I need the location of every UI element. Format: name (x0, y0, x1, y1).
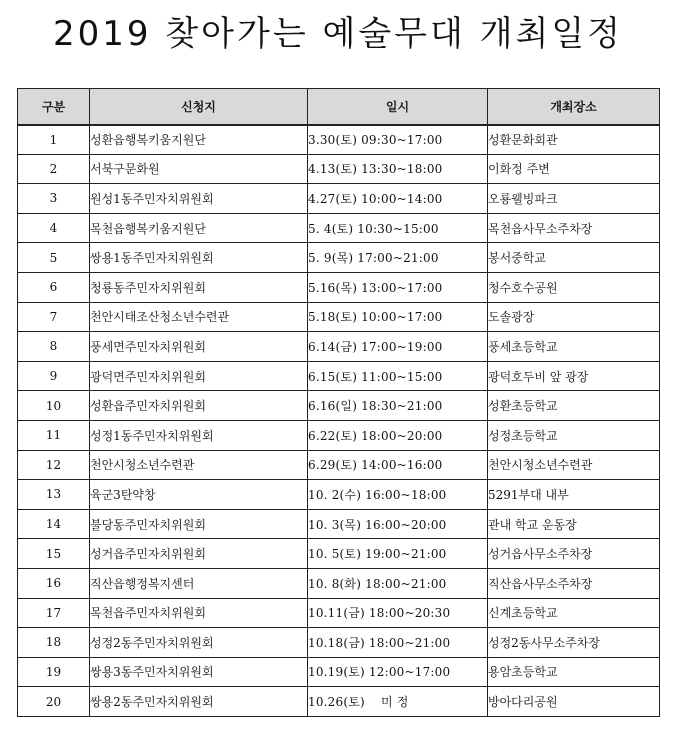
cell-applicant: 쌍용2동주민자치위원회 (90, 687, 308, 717)
cell-datetime: 10.19(토) 12:00~17:00 (308, 657, 488, 687)
cell-no: 5 (18, 243, 90, 273)
table-row (18, 568, 660, 598)
cell-venue: 직산읍사무소주차장 (488, 568, 660, 598)
cell-datetime: 6.16(일) 18:30~21:00 (308, 391, 488, 421)
cell-applicant: 서북구문화원 (90, 154, 308, 184)
cell-venue: 방아다리공원 (488, 687, 660, 717)
cell-applicant: 목천읍주민자치위원회 (90, 598, 308, 628)
cell-venue: 관내 학교 운동장 (488, 509, 660, 539)
cell-no: 19 (18, 657, 90, 687)
cell-no: 4 (18, 213, 90, 243)
cell-applicant: 육군3탄약창 (90, 480, 308, 510)
cell-venue: 성환문화회관 (488, 125, 660, 155)
cell-applicant: 풍세면주민자치위원회 (90, 332, 308, 362)
cell-venue: 봉서중학교 (488, 243, 660, 273)
cell-no: 13 (18, 480, 90, 510)
cell-venue: 성환초등학교 (488, 391, 660, 421)
cell-no: 1 (18, 125, 90, 155)
cell-datetime: 3.30(토) 09:30~17:00 (308, 125, 488, 155)
cell-venue: 천안시청소년수련관 (488, 450, 660, 480)
column-header-applicant: 신청지 (90, 89, 308, 125)
cell-datetime: 6.29(토) 14:00~16:00 (308, 450, 488, 480)
table-row (18, 657, 660, 687)
cell-applicant: 성거읍주민자치위원회 (90, 539, 308, 569)
cell-no: 14 (18, 509, 90, 539)
cell-venue: 청수호수공원 (488, 272, 660, 302)
cell-venue: 성정초등학교 (488, 420, 660, 450)
cell-applicant: 불당동주민자치위원회 (90, 509, 308, 539)
cell-datetime: 5. 4(토) 10:30~15:00 (308, 213, 488, 243)
cell-venue: 성정2동사무소주차장 (488, 628, 660, 658)
cell-no: 17 (18, 598, 90, 628)
table-row (18, 272, 660, 302)
table-row (18, 302, 660, 332)
cell-no: 18 (18, 628, 90, 658)
cell-no: 11 (18, 420, 90, 450)
cell-datetime: 5. 9(목) 17:00~21:00 (308, 243, 488, 273)
cell-applicant: 성환읍주민자치위원회 (90, 391, 308, 421)
column-header-datetime: 일시 (308, 89, 488, 125)
table-row (18, 213, 660, 243)
table-row (18, 154, 660, 184)
table-row (18, 450, 660, 480)
column-header-no: 구분 (18, 89, 90, 125)
cell-venue: 오룡웰빙파크 (488, 184, 660, 214)
cell-no: 7 (18, 302, 90, 332)
table-row (18, 243, 660, 273)
cell-venue: 성거읍사무소주차장 (488, 539, 660, 569)
cell-datetime: 10.18(금) 18:00~21:00 (308, 628, 488, 658)
table-row (18, 125, 660, 155)
table-row (18, 361, 660, 391)
cell-applicant: 원성1동주민자치위원회 (90, 184, 308, 214)
table-row (18, 628, 660, 658)
cell-no: 12 (18, 450, 90, 480)
cell-applicant: 쌍용3동주민자치위원회 (90, 657, 308, 687)
cell-no: 9 (18, 361, 90, 391)
cell-applicant: 천안시태조산청소년수련관 (90, 302, 308, 332)
cell-datetime: 4.13(토) 13:30~18:00 (308, 154, 488, 184)
table-row (18, 687, 660, 717)
table-header-row (18, 89, 660, 125)
cell-venue: 용암초등학교 (488, 657, 660, 687)
cell-datetime: 5.18(토) 10:00~17:00 (308, 302, 488, 332)
cell-no: 6 (18, 272, 90, 302)
table-row (18, 332, 660, 362)
cell-no: 3 (18, 184, 90, 214)
table-row (18, 391, 660, 421)
cell-applicant: 목천읍행복키움지원단 (90, 213, 308, 243)
cell-datetime: 10. 3(목) 16:00~20:00 (308, 509, 488, 539)
cell-venue: 이화정 주변 (488, 154, 660, 184)
cell-datetime: 10. 8(화) 18:00~21:00 (308, 568, 488, 598)
cell-no: 15 (18, 539, 90, 569)
table-row (18, 184, 660, 214)
cell-datetime: 6.15(토) 11:00~15:00 (308, 361, 488, 391)
cell-no: 16 (18, 568, 90, 598)
column-header-venue: 개최장소 (488, 89, 660, 125)
cell-applicant: 쌍용1동주민자치위원회 (90, 243, 308, 273)
cell-venue: 도솔광장 (488, 302, 660, 332)
cell-applicant: 성정1동주민자치위원회 (90, 420, 308, 450)
cell-applicant: 천안시청소년수련관 (90, 450, 308, 480)
table-row (18, 598, 660, 628)
cell-venue: 광덕호두비 앞 광장 (488, 361, 660, 391)
cell-applicant: 성정2동주민자치위원회 (90, 628, 308, 658)
cell-datetime: 10.11(금) 18:00~20:30 (308, 598, 488, 628)
cell-datetime: 10. 2(수) 16:00~18:00 (308, 480, 488, 510)
cell-venue: 목천읍사무소주차장 (488, 213, 660, 243)
cell-venue: 신계초등학교 (488, 598, 660, 628)
cell-datetime: 6.14(금) 17:00~19:00 (308, 332, 488, 362)
table-body (18, 125, 660, 717)
page-title: 2019 찾아가는 예술무대 개최일정 (52, 14, 624, 54)
cell-no: 2 (18, 154, 90, 184)
cell-applicant: 직산읍행정복지센터 (90, 568, 308, 598)
cell-applicant: 청룡동주민자치위원회 (90, 272, 308, 302)
cell-datetime: 10. 5(토) 19:00~21:00 (308, 539, 488, 569)
cell-applicant: 광덕면주민자치위원회 (90, 361, 308, 391)
cell-no: 8 (18, 332, 90, 362)
cell-venue: 풍세초등학교 (488, 332, 660, 362)
cell-venue: 5291부대 내부 (488, 480, 660, 510)
table-row (18, 480, 660, 510)
cell-datetime: 5.16(목) 13:00~17:00 (308, 272, 488, 302)
table-row (18, 539, 660, 569)
cell-no: 20 (18, 687, 90, 717)
schedule-table (17, 88, 660, 717)
cell-datetime: 10.26(토) 미 정 (308, 687, 488, 717)
cell-no: 10 (18, 391, 90, 421)
cell-datetime: 4.27(토) 10:00~14:00 (308, 184, 488, 214)
cell-applicant: 성환읍행복키움지원단 (90, 125, 308, 155)
table-row (18, 420, 660, 450)
table-row (18, 509, 660, 539)
cell-datetime: 6.22(토) 18:00~20:00 (308, 420, 488, 450)
